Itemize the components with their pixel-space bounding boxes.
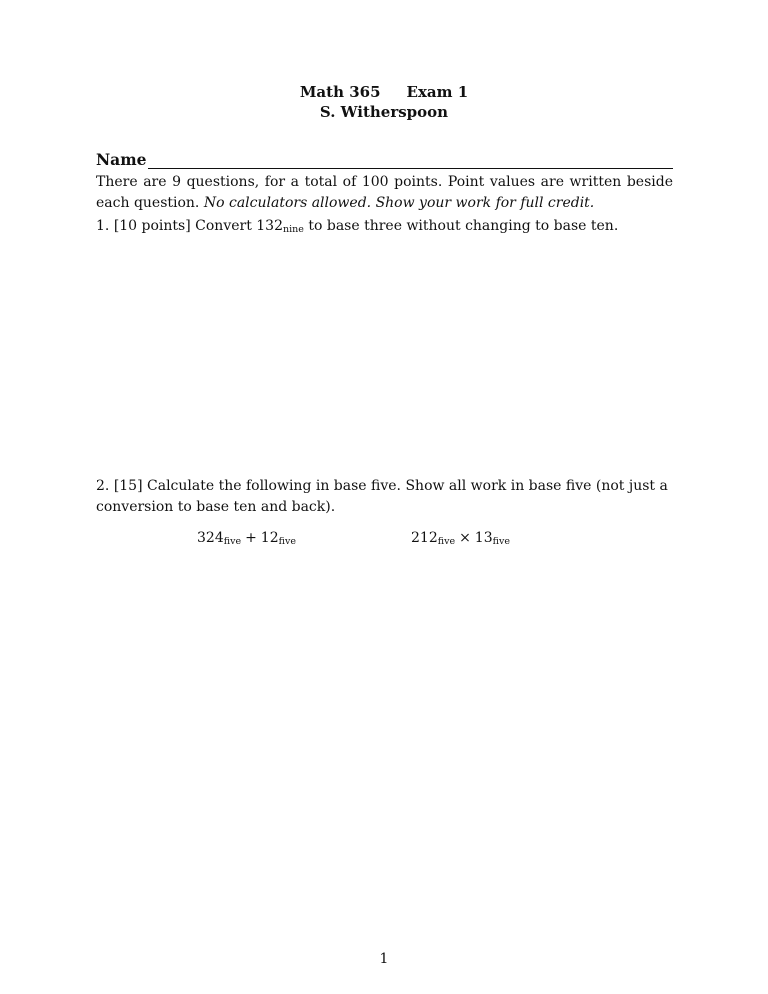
- exam-title: Exam 1: [406, 83, 469, 101]
- question-number: 1.: [96, 218, 110, 234]
- question-1: [96, 216, 673, 237]
- page-number: 1: [379, 951, 389, 967]
- operand: 212: [411, 530, 438, 546]
- name-field[interactable]: [96, 150, 673, 169]
- question-2: [96, 476, 673, 518]
- question-points: [15]: [113, 478, 143, 494]
- operand: 12: [260, 530, 279, 546]
- question-number: 2.: [96, 478, 110, 494]
- course-title: Math 365: [299, 83, 381, 101]
- operand: 324: [197, 530, 224, 546]
- expression-multiplication: [411, 530, 510, 546]
- base-subscript: nine: [283, 224, 304, 235]
- base-subscript: five: [492, 536, 510, 547]
- instructions-emphasis: No calculators allowed. Show your work for full credit.: [203, 195, 595, 211]
- name-label: Name: [96, 150, 147, 169]
- instructions-text: There are 9 questions, for a total of 100 points. Point values are written beside each question.: [96, 174, 673, 211]
- question-text-cont: to base three without changing to base ten.: [303, 218, 619, 234]
- title-line: [0, 82, 768, 102]
- instructor-name: S. Witherspoon: [319, 103, 449, 121]
- question-text: Calculate the following in base five. Show all work in base five (not just a conversion to base ten and back).: [96, 478, 668, 515]
- expression-addition: [197, 530, 296, 546]
- operand: 13: [474, 530, 493, 546]
- instructions: [96, 172, 673, 214]
- exam-header: [0, 82, 768, 122]
- base-subscript: five: [278, 536, 296, 547]
- question-points: [10 points]: [113, 218, 191, 234]
- base-subscript: five: [223, 536, 242, 547]
- base-subscript: five: [437, 536, 456, 547]
- operator: +: [245, 530, 257, 546]
- question-text: Convert 132: [195, 218, 283, 234]
- operator: ×: [459, 530, 471, 546]
- name-blank[interactable]: [148, 152, 673, 169]
